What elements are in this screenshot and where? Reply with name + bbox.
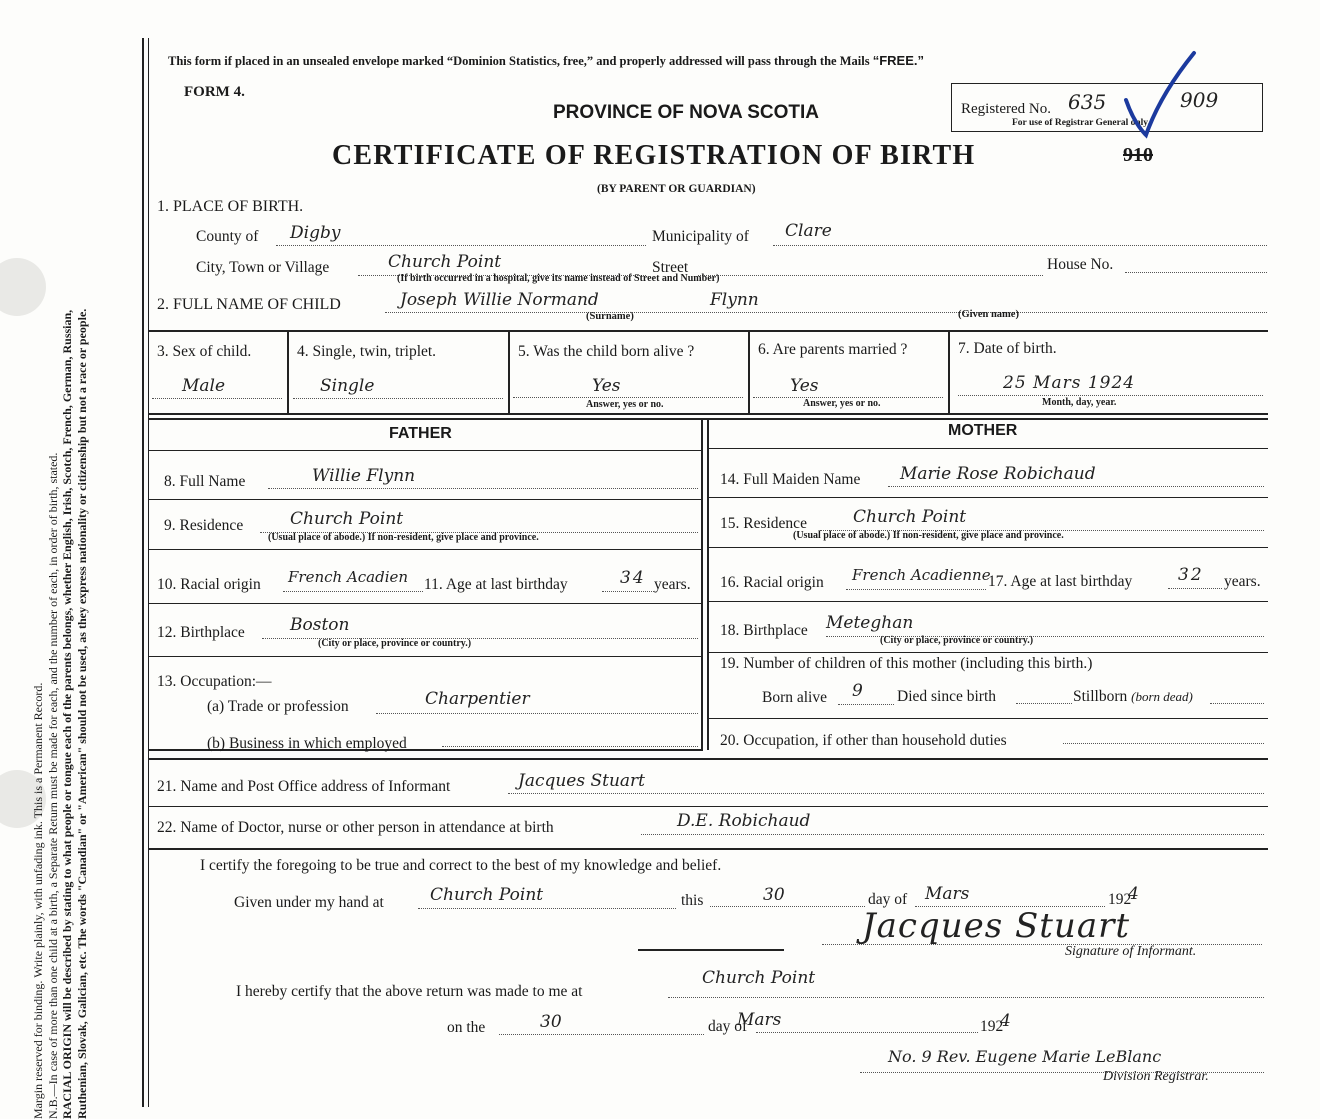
child-surname: Flynn xyxy=(710,290,759,310)
doctor-label: 22. Name of Doctor, nurse or other person in attendance at birth xyxy=(157,819,554,836)
mother-row-rule-1 xyxy=(707,448,1268,449)
county-value: Digby xyxy=(290,223,341,243)
doctor-rule xyxy=(148,848,1268,850)
form-number: FORM 4. xyxy=(184,84,245,100)
father-heading: FATHER xyxy=(389,425,452,442)
child-given-name: Joseph Willie Normand xyxy=(400,290,599,310)
frame-left-outer xyxy=(142,38,144,1107)
registrar-month-value: Mars xyxy=(737,1010,782,1030)
mother-birthplace-note: (City or place, province or country.) xyxy=(880,635,1034,646)
postage-note-text: This form if placed in an unsealed envelope marked “Dominion Statistics, free,” and properly addressed will pass through the Mails xyxy=(168,54,870,68)
father-business-line xyxy=(442,746,698,747)
born-alive-value: Yes xyxy=(592,376,621,396)
father-occupation-label: 13. Occupation:— xyxy=(157,673,272,690)
place-of-birth-heading: 1. PLACE OF BIRTH. xyxy=(157,198,304,215)
given-year-suffix: 4 xyxy=(1128,884,1139,904)
informant-line xyxy=(508,793,1264,794)
stillborn-line xyxy=(1210,703,1264,704)
father-racial-value: French Acadien xyxy=(288,568,409,586)
born-alive-caption: Answer, yes or no. xyxy=(586,399,664,410)
died-label: Died since birth xyxy=(897,688,997,705)
given-place-line xyxy=(418,908,676,909)
given-month-value: Mars xyxy=(925,884,970,904)
given-place-value: Church Point xyxy=(430,885,544,905)
mother-row-rule-4 xyxy=(707,601,1268,602)
born-alive-count-label: Born alive xyxy=(762,689,827,706)
mother-birthplace-label: 18. Birthplace xyxy=(720,622,808,639)
mother-row-rule-2 xyxy=(707,497,1268,498)
doctor-value: D.E. Robichaud xyxy=(677,811,811,831)
registrar-statement: I hereby certify that the above return was made to me at xyxy=(236,983,583,1000)
details-divider-4 xyxy=(948,330,950,413)
details-divider-3 xyxy=(748,330,750,413)
struck-number-text: 910 xyxy=(1123,144,1153,166)
margin-note-3: RACIAL ORIGIN will be described by stating to what people or tongue each of the parents belongs, whether English, Irish, Scotch, French, German, Russian, xyxy=(60,309,74,1119)
father-age-line xyxy=(602,591,654,592)
parents-bottom-rule xyxy=(148,758,1268,760)
details-bottom-rule xyxy=(148,413,1268,415)
informant-label: 21. Name and Post Office address of Informant xyxy=(157,778,451,795)
municipality-label: Municipality of xyxy=(652,228,749,245)
mother-row-rule-5 xyxy=(707,652,1268,653)
dob-line xyxy=(958,395,1263,396)
details-divider-1 xyxy=(287,330,289,413)
registrar-note: For use of Registrar General only. xyxy=(1012,118,1150,128)
father-row-rule-3 xyxy=(148,549,703,550)
father-birthplace-note: (City or place, province or country.) xyxy=(318,638,472,649)
registrar-place-line xyxy=(668,997,1264,998)
sex-value: Male xyxy=(182,376,226,396)
dob-caption: Month, day, year. xyxy=(1042,397,1117,408)
city-note: (If birth occurred in a hospital, give its name instead of Street and Number) xyxy=(397,273,720,284)
died-line xyxy=(1016,703,1072,704)
city-label: City, Town or Village xyxy=(196,259,330,276)
given-this-label: this xyxy=(681,892,704,909)
father-name-label: 8. Full Name xyxy=(164,473,246,490)
city-value: Church Point xyxy=(388,252,502,272)
born-alive-label: 5. Was the child born alive ? xyxy=(518,343,695,360)
postage-note-free: “FREE.” xyxy=(872,53,924,68)
informant-signature: Jacques Stuart xyxy=(862,906,1131,946)
given-day-line xyxy=(710,906,865,907)
father-residence-label: 9. Residence xyxy=(164,517,244,534)
married-value: Yes xyxy=(790,376,819,396)
check-mark xyxy=(1120,45,1200,140)
struck-number xyxy=(1123,144,1153,167)
registrar-day-of-label: day of xyxy=(708,1018,748,1035)
mother-residence-note: (Usual place of abode.) If non-resident, give place and province. xyxy=(793,530,1064,541)
mother-racial-line xyxy=(846,589,986,590)
mother-name-value: Marie Rose Robichaud xyxy=(900,464,1096,484)
margin-note-4: Ruthenian, Slovak, Galician, etc. The words "Canadian" or "American" should not be used, as they express nationality or citizenship but not a race or people. xyxy=(74,308,89,1119)
municipality-value: Clare xyxy=(785,221,832,241)
street-line xyxy=(698,275,1043,276)
plurality-line xyxy=(293,398,503,399)
dob-value: 25 Mars 1924 xyxy=(1003,373,1136,393)
mother-residence-label: 15. Residence xyxy=(720,515,807,532)
registrar-caption: Division Registrar. xyxy=(1103,1069,1209,1084)
registrar-month-line xyxy=(756,1032,978,1033)
margin-notes xyxy=(31,59,89,1119)
dob-label: 7. Date of birth. xyxy=(958,340,1057,357)
mother-name-line xyxy=(888,486,1264,487)
father-residence-note: (Usual place of abode.) If non-resident, give place and province. xyxy=(268,532,539,543)
mother-heading: MOTHER xyxy=(948,422,1018,439)
father-birthplace-label: 12. Birthplace xyxy=(157,624,245,641)
born-alive-count-value: 9 xyxy=(852,681,863,701)
county-label: County of xyxy=(196,228,259,245)
registrar-year-suffix: 4 xyxy=(1000,1011,1011,1031)
father-trade-value: Charpentier xyxy=(425,689,530,709)
mother-occupation-label: 20. Occupation, if other than household duties xyxy=(720,732,1007,749)
father-business-label: (b) Business in which employed xyxy=(207,735,407,752)
mother-row-rule-6 xyxy=(707,718,1268,719)
father-row-rule-5 xyxy=(148,656,703,657)
mother-name-label: 14. Full Maiden Name xyxy=(720,471,861,488)
details-divider-2 xyxy=(508,330,510,413)
registrar-signature: No. 9 Rev. Eugene Marie LeBlanc xyxy=(888,1047,1162,1066)
stillborn-label-text: Stillborn xyxy=(1073,688,1128,705)
parents-divider-right xyxy=(707,418,709,750)
mother-age-label: 17. Age at last birthday xyxy=(988,573,1133,590)
father-name-line xyxy=(268,488,698,489)
municipality-line xyxy=(773,245,1267,246)
father-racial-line xyxy=(283,591,423,592)
father-racial-label: 10. Racial origin xyxy=(157,576,261,593)
mother-years-label: years. xyxy=(1224,573,1261,590)
married-label: 6. Are parents married ? xyxy=(758,341,908,358)
mother-birthplace-value: Meteghan xyxy=(826,613,914,633)
given-day-of-label: day of xyxy=(868,891,908,908)
mother-children-label: 19. Number of children of this mother (including this birth.) xyxy=(720,655,1093,672)
margin-note-1: Margin reserved for binding. Write plainly, with unfading ink. This is a Permanent Record. xyxy=(31,682,45,1119)
father-age-value: 34 xyxy=(620,568,646,588)
informant-value: Jacques Stuart xyxy=(518,771,646,791)
father-trade-line xyxy=(376,713,698,714)
registered-number-box xyxy=(951,83,1263,132)
father-trade-label: (a) Trade or profession xyxy=(207,698,349,715)
margin-note-2: N.B.—In case of more than one child at a birth, a Separate Return must be made for each, and the number of each, in order of birth, stated. xyxy=(45,452,60,1119)
given-caption: (Given name) xyxy=(958,309,1019,320)
born-alive-line xyxy=(513,397,743,398)
father-name-value: Willie Flynn xyxy=(312,466,416,486)
street-label: Street xyxy=(652,259,689,276)
mother-residence-value: Church Point xyxy=(853,507,967,527)
mother-occupation-line xyxy=(1063,743,1264,744)
stillborn-note: (born dead) xyxy=(1131,689,1193,704)
registrar-day-line xyxy=(499,1034,704,1035)
father-age-label: 11. Age at last birthday xyxy=(424,576,568,593)
given-day-value: 30 xyxy=(763,885,785,905)
postage-note xyxy=(168,53,924,69)
father-residence-value: Church Point xyxy=(290,509,404,529)
child-name-label: 2. FULL NAME OF CHILD xyxy=(157,296,341,313)
page-title: CERTIFICATE OF REGISTRATION OF BIRTH xyxy=(332,140,976,171)
mother-age-value: 32 xyxy=(1178,565,1204,585)
registered-value: 635 xyxy=(1068,90,1107,114)
plurality-label: 4. Single, twin, triplet. xyxy=(297,343,437,360)
surname-caption: (Surname) xyxy=(586,311,634,322)
doctor-line xyxy=(641,834,1264,835)
mother-row-rule-3 xyxy=(707,547,1268,548)
house-line xyxy=(1125,272,1267,273)
registrar-year-prefix: 192 xyxy=(980,1018,1004,1035)
mother-racial-value: French Acadienne xyxy=(852,566,991,584)
registrar-on-label: on the xyxy=(447,1019,486,1036)
province-title: PROVINCE OF NOVA SCOTIA xyxy=(553,102,820,123)
frame-left-inner xyxy=(148,38,149,1107)
father-row-rule-1 xyxy=(148,450,703,451)
blank-signature-rule xyxy=(638,949,784,951)
registered-label: Registered No. xyxy=(961,101,1051,117)
married-caption: Answer, yes or no. xyxy=(803,398,881,409)
page-subtitle: (BY PARENT OR GUARDIAN) xyxy=(597,183,756,195)
house-label: House No. xyxy=(1047,256,1114,273)
registered-mark: 909 xyxy=(1180,88,1219,112)
informant-rule xyxy=(148,806,1268,807)
stillborn-label xyxy=(1073,688,1193,706)
registrar-day-value: 30 xyxy=(540,1012,562,1032)
registrar-place-value: Church Point xyxy=(702,968,816,988)
sex-label: 3. Sex of child. xyxy=(157,343,252,360)
mother-racial-label: 16. Racial origin xyxy=(720,574,824,591)
father-row-rule-4 xyxy=(148,603,703,604)
sex-line xyxy=(152,398,282,399)
father-birthplace-value: Boston xyxy=(290,615,350,635)
signature-caption: Signature of Informant. xyxy=(1065,944,1197,959)
mother-age-line xyxy=(1168,588,1222,589)
certification-statement: I certify the foregoing to be true and correct to the best of my knowledge and belief. xyxy=(200,857,722,874)
details-top-rule xyxy=(148,330,1268,332)
given-label: Given under my hand at xyxy=(234,894,384,911)
father-years-label: years. xyxy=(654,576,691,593)
born-alive-count-line xyxy=(838,704,894,705)
father-row-rule-2 xyxy=(148,499,703,500)
county-line xyxy=(276,245,646,246)
child-name-line xyxy=(385,312,1267,313)
parents-divider-left xyxy=(701,418,703,750)
given-year-prefix: 192 xyxy=(1108,891,1132,908)
plurality-value: Single xyxy=(320,376,375,396)
